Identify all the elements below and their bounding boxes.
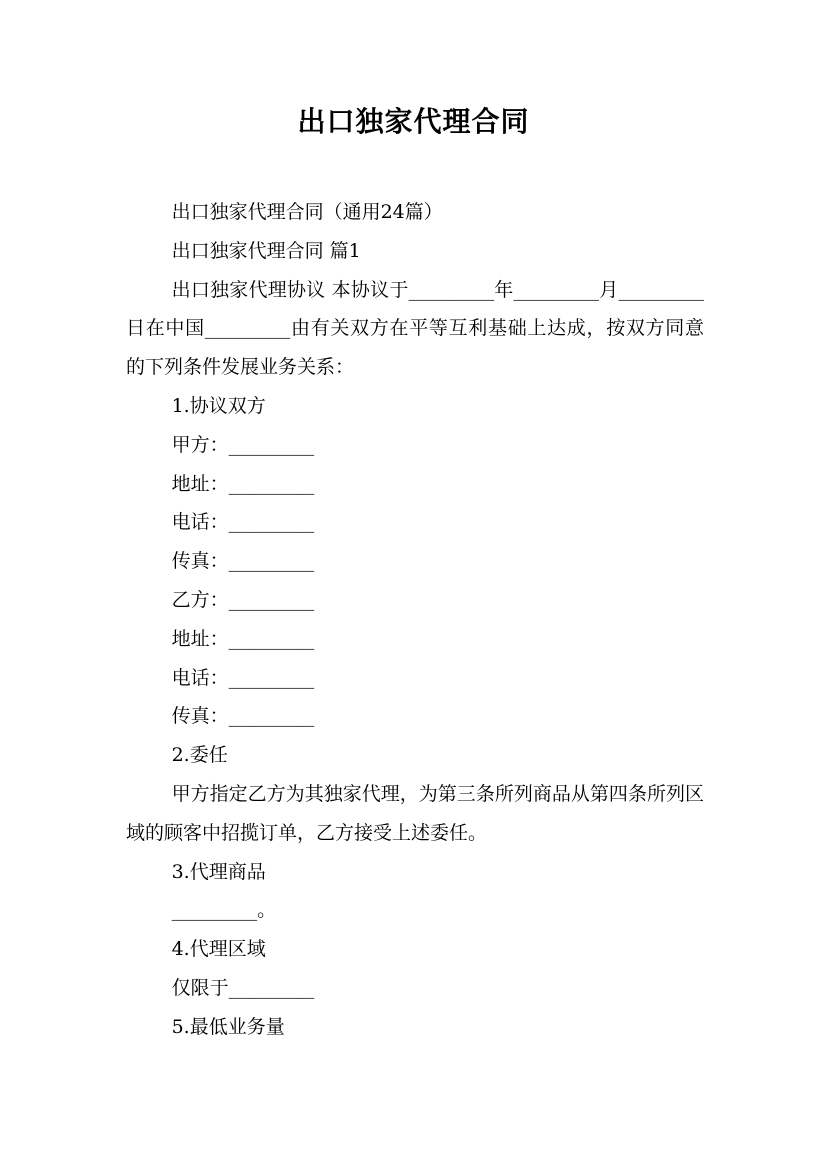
field-party-a-phone: 电话：_________ <box>171 511 315 534</box>
field-territory: 仅限于_________ <box>171 976 315 999</box>
field-party-b-phone: 电话：_________ <box>171 666 315 689</box>
paragraph-agreement-intro: 出口独家代理协议 本协议于_________年_________月_________日在中国_________由有关双方在平等互利基础上达成，按双方同意的下列条件发展业务关系： <box>126 278 704 379</box>
document-title: 出口独家代理合同 <box>297 105 530 138</box>
field-party-b: 乙方：_________ <box>171 588 315 611</box>
section-heading-parties: 1.协议双方 <box>171 394 266 417</box>
section-heading-minimum-volume: 5.最低业务量 <box>171 1015 285 1038</box>
section-heading-territory: 4.代理区域 <box>171 938 266 961</box>
paragraph-subtitle: 出口独家代理合同（通用24篇） <box>171 201 443 223</box>
field-party-a-fax: 传真：_________ <box>171 550 315 573</box>
field-party-a: 甲方：_________ <box>171 433 315 456</box>
field-party-a-address: 地址：_________ <box>171 472 315 495</box>
field-products: _________。 <box>171 899 277 922</box>
section-heading-appointment: 2.委任 <box>171 744 228 767</box>
field-party-b-address: 地址：_________ <box>171 627 315 650</box>
paragraph-chapter-heading: 出口独家代理合同 篇1 <box>171 239 361 262</box>
section-heading-products: 3.代理商品 <box>171 860 266 883</box>
document-body <box>126 193 704 1047</box>
paragraph-appointment: 甲方指定乙方为其独家代理，为第三条所列商品从第四条所列区域的顾客中招揽订单，乙方接受上述委任。 <box>126 782 704 844</box>
field-party-b-fax: 传真：_________ <box>171 705 315 728</box>
